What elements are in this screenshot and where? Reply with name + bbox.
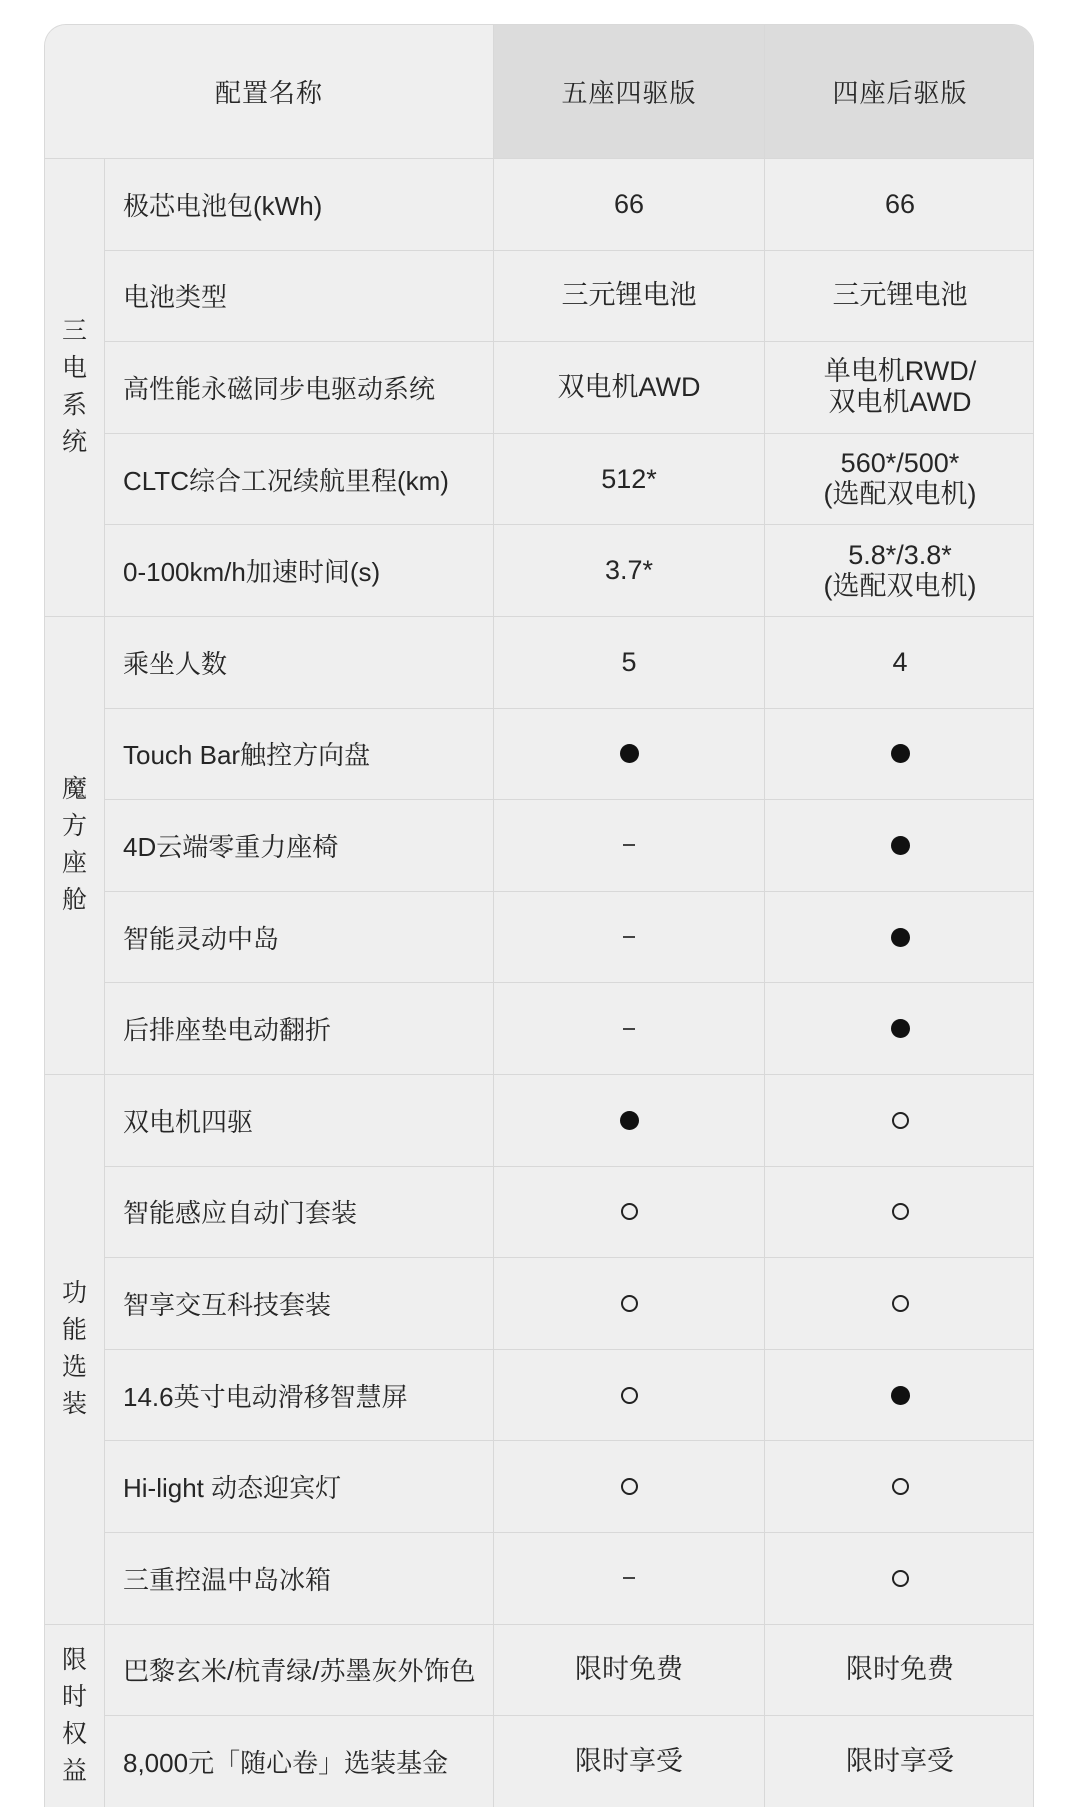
value-cell: [494, 892, 765, 984]
value-cell: [494, 1075, 765, 1167]
value-cell: [765, 434, 1034, 526]
group-label: 限时权益: [61, 1646, 87, 1786]
feature-name-cell: [105, 1716, 494, 1807]
value-cell: [494, 434, 765, 526]
value-cell: [765, 342, 1034, 434]
value-cell: [765, 1350, 1034, 1442]
value-text: 三元锂电池: [832, 280, 968, 311]
value-cell: [765, 1167, 1034, 1259]
feature-name: 14.6英寸电动滑移智慧屏: [123, 1381, 408, 1412]
value-text: 66: [613, 188, 645, 219]
value-cell: [494, 1167, 765, 1259]
value-cell: [765, 525, 1034, 617]
column-header-five-seat: [494, 25, 765, 159]
value-cell: [494, 525, 765, 617]
group-label: 功能选装: [61, 1279, 87, 1419]
optional-circle-icon: [621, 1203, 638, 1220]
not-available-dash-icon: [623, 1577, 635, 1579]
standard-dot-icon: [891, 836, 910, 855]
feature-name: Touch Bar触控方向盘: [123, 740, 371, 771]
feature-name-cell: [105, 800, 494, 892]
feature-name-cell: [105, 1167, 494, 1259]
value-text: 512*: [601, 463, 657, 494]
value-cell: [765, 800, 1034, 892]
config-name-label: 配置名称: [214, 78, 323, 108]
spec-comparison-table: [44, 24, 1034, 1807]
group-cell: [45, 159, 105, 617]
value-cell: [765, 617, 1034, 709]
value-cell: [494, 709, 765, 801]
group-cell: [45, 1075, 105, 1625]
group-label: 三电系统: [61, 317, 87, 457]
column-header-four-seat: [765, 25, 1034, 159]
feature-name: 巴黎玄米/杭青绿/苏墨灰外饰色: [123, 1656, 476, 1687]
value-text: 三元锂电池: [561, 280, 697, 311]
feature-name-cell: [105, 709, 494, 801]
value-cell: [494, 1716, 765, 1807]
feature-name: 乘坐人数: [123, 648, 228, 679]
feature-name: 三重控温中岛冰箱: [123, 1564, 332, 1595]
value-cell: [765, 1441, 1034, 1533]
config-name-header: [45, 25, 494, 159]
column-header-label: 五座四驱版: [561, 78, 697, 108]
value-cell: [494, 983, 765, 1075]
standard-dot-icon: [891, 744, 910, 763]
value-cell: [494, 800, 765, 892]
feature-name-cell: [105, 342, 494, 434]
value-text: 4: [892, 646, 908, 677]
value-cell: [494, 1533, 765, 1625]
not-available-dash-icon: [623, 844, 635, 846]
feature-name-cell: [105, 892, 494, 984]
value-cell: [765, 1075, 1034, 1167]
feature-name: CLTC综合工况续航里程(km): [123, 465, 449, 496]
feature-name-cell: [105, 1258, 494, 1350]
value-cell: [765, 1533, 1034, 1625]
feature-name: 智能感应自动门套装: [123, 1198, 358, 1229]
feature-name-cell: [105, 1350, 494, 1442]
feature-name-cell: [105, 1533, 494, 1625]
optional-circle-icon: [892, 1112, 909, 1129]
value-text: 限时免费: [575, 1654, 683, 1685]
group-cell: [45, 1625, 105, 1807]
group-label: 魔方座舱: [61, 775, 87, 915]
standard-dot-icon: [620, 1111, 639, 1130]
feature-name-cell: [105, 1625, 494, 1717]
value-text: 560*/500* (选配双电机): [823, 448, 977, 510]
feature-name: 高性能永磁同步电驱动系统: [123, 373, 436, 404]
feature-name-cell: [105, 617, 494, 709]
value-cell: [765, 251, 1034, 343]
feature-name-cell: [105, 159, 494, 251]
feature-name-cell: [105, 983, 494, 1075]
feature-name-cell: [105, 1441, 494, 1533]
optional-circle-icon: [621, 1295, 638, 1312]
value-cell: [765, 709, 1034, 801]
value-cell: [494, 617, 765, 709]
group-cell: [45, 617, 105, 1075]
value-cell: [494, 342, 765, 434]
value-text: 单电机RWD/ 双电机AWD: [823, 356, 977, 418]
value-cell: [765, 1716, 1034, 1807]
value-text: 限时免费: [846, 1654, 954, 1685]
value-text: 限时享受: [846, 1746, 954, 1777]
feature-name: 0-100km/h加速时间(s): [123, 557, 381, 588]
optional-circle-icon: [892, 1570, 909, 1587]
not-available-dash-icon: [623, 1028, 635, 1030]
value-text: 5: [621, 646, 637, 677]
value-cell: [765, 1258, 1034, 1350]
value-text: 双电机AWD: [557, 371, 701, 402]
feature-name: 电池类型: [123, 282, 228, 313]
feature-name: 8,000元「随心卷」选装基金: [123, 1748, 449, 1779]
value-cell: [494, 159, 765, 251]
value-text: 限时享受: [575, 1746, 683, 1777]
standard-dot-icon: [891, 1386, 910, 1405]
value-cell: [494, 1258, 765, 1350]
optional-circle-icon: [621, 1478, 638, 1495]
feature-name-cell: [105, 434, 494, 526]
standard-dot-icon: [891, 1019, 910, 1038]
feature-name: 极芯电池包(kWh): [123, 190, 323, 221]
standard-dot-icon: [620, 744, 639, 763]
value-text: 66: [884, 188, 916, 219]
value-cell: [494, 1625, 765, 1717]
value-cell: [494, 251, 765, 343]
feature-name: 智能灵动中岛: [123, 923, 280, 954]
value-cell: [765, 1625, 1034, 1717]
feature-name: 智享交互科技套装: [123, 1289, 332, 1320]
feature-name: 4D云端零重力座椅: [123, 831, 339, 862]
feature-name: 双电机四驱: [123, 1106, 254, 1137]
value-cell: [765, 892, 1034, 984]
value-text: 5.8*/3.8* (选配双电机): [823, 539, 977, 601]
value-cell: [494, 1350, 765, 1442]
standard-dot-icon: [891, 928, 910, 947]
feature-name-cell: [105, 251, 494, 343]
optional-circle-icon: [892, 1295, 909, 1312]
feature-name-cell: [105, 1075, 494, 1167]
optional-circle-icon: [892, 1478, 909, 1495]
value-cell: [765, 983, 1034, 1075]
feature-name: 后排座垫电动翻折: [123, 1015, 332, 1046]
not-available-dash-icon: [623, 936, 635, 938]
value-text: 3.7*: [604, 555, 654, 586]
optional-circle-icon: [892, 1203, 909, 1220]
feature-name-cell: [105, 525, 494, 617]
column-header-label: 四座后驱版: [832, 78, 968, 108]
feature-name: Hi-light 动态迎宾灯: [123, 1473, 342, 1504]
optional-circle-icon: [621, 1387, 638, 1404]
value-cell: [765, 159, 1034, 251]
value-cell: [494, 1441, 765, 1533]
